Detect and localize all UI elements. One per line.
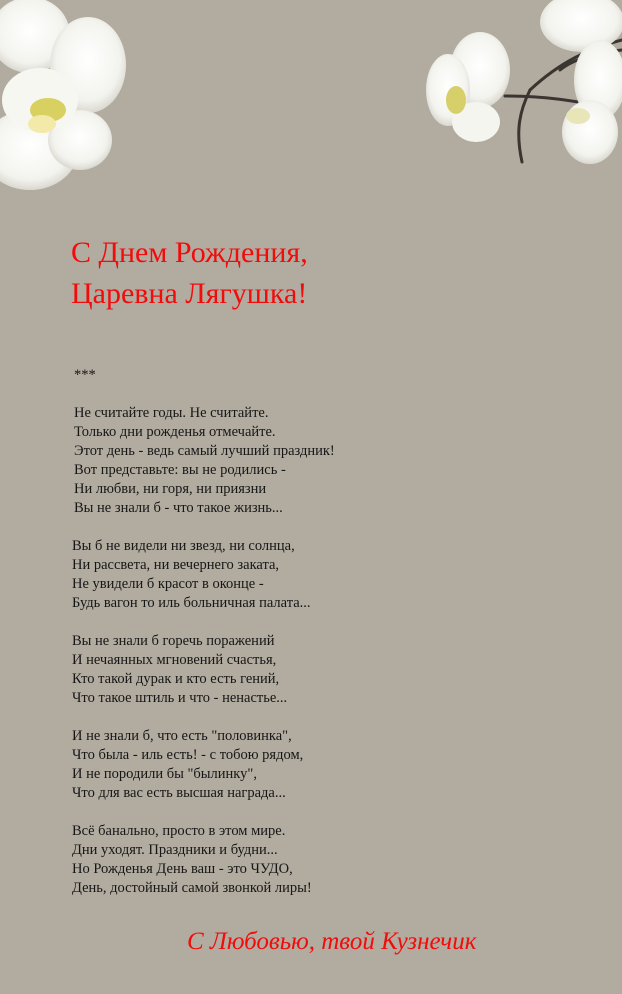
- greeting-title-line-2: Царевна Лягушка!: [71, 277, 308, 310]
- poem-line: Вы не знали б - что такое жизнь...: [74, 500, 283, 516]
- poem-stanza-5: [72, 822, 472, 898]
- greeting-title-line-1: С Днем Рождения,: [71, 236, 308, 269]
- poem-stanza-4: [72, 727, 472, 803]
- poem-line: Этот день - ведь самый лучший праздник!: [74, 443, 335, 459]
- poem-line: Ни любви, ни горя, ни приязни: [74, 481, 267, 497]
- poem-line: Что была - иль есть! - с тобою рядом,: [72, 747, 304, 763]
- poem-line: Не увидели б красот в оконце -: [72, 576, 264, 592]
- poem-line: Вы б не видели ни звезд, ни солнца,: [72, 538, 295, 554]
- poem-separator: ***: [74, 367, 96, 383]
- poem-line: И не знали б, что есть "половинка",: [72, 728, 292, 744]
- poem-line: Только дни рожденья отмечайте.: [74, 424, 276, 440]
- poem-line: Не считайте годы. Не считайте.: [74, 405, 269, 421]
- poem-line: Кто такой дурак и кто есть гений,: [72, 671, 280, 687]
- poem-line: Будь вагон то иль больничная палата...: [72, 595, 311, 611]
- right-orchid-image: [426, 0, 622, 164]
- poem-line: Всё банально, просто в этом мире.: [72, 823, 286, 839]
- poem-line: Дни уходят. Праздники и будни...: [72, 842, 278, 858]
- poem-line: И нечаянных мгновений счастья,: [72, 652, 277, 668]
- signature: С Любовью, твой Кузнечик: [187, 928, 477, 955]
- poem-line: Вот представьте: вы не родились -: [74, 462, 286, 478]
- orchid-decoration: [0, 0, 622, 200]
- poem-line: И не породили бы "былинку",: [72, 766, 257, 782]
- poem-line: Что такое штиль и что - ненастье...: [72, 690, 288, 706]
- poem-stanza-2: [72, 537, 472, 613]
- poem-line: Ни рассвета, ни вечернего заката,: [72, 557, 280, 573]
- poem-line: День, достойный самой звонкой лиры!: [72, 880, 312, 896]
- poem-stanza-1: [72, 404, 472, 518]
- poem-line: Что для вас есть высшая награда...: [72, 785, 286, 801]
- poem-line: Но Рожденья День ваш - это ЧУДО,: [72, 861, 293, 877]
- left-orchid-image: [0, 0, 126, 190]
- greeting-title: [71, 232, 308, 314]
- poem: [72, 366, 472, 917]
- poem-line: Вы не знали б горечь поражений: [72, 633, 275, 649]
- poem-stanza-3: [72, 632, 472, 708]
